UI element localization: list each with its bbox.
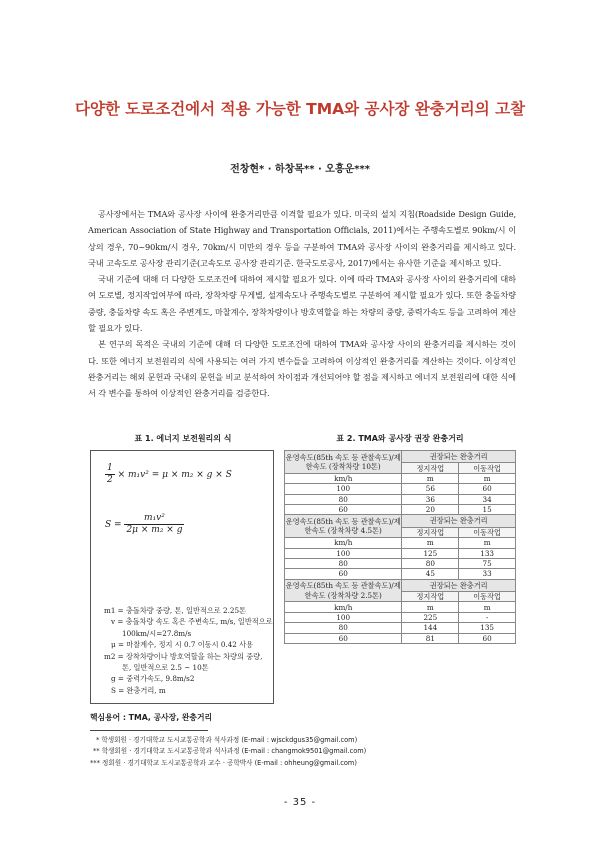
col-move-header: 이동작업 xyxy=(459,592,516,602)
buffer-distance-table xyxy=(284,450,516,644)
table-cell: 33 xyxy=(459,569,516,579)
table-row xyxy=(285,569,516,579)
table-cell: 100 xyxy=(285,484,402,494)
footnotes xyxy=(90,735,366,769)
table-cell: m xyxy=(459,602,516,612)
footnote: *** 정회원 · 경기대학교 도시교통공학과 교수 · 공학박사 (E-mail : ohheung@gmail.com) xyxy=(90,758,357,767)
block-header: 운영속도(85th 속도 등 관찰속도)/제한속도 (장착차량 10톤) xyxy=(285,451,402,474)
table-row xyxy=(285,612,516,622)
author-list: 전창현* · 하창목** · 오흥운*** xyxy=(230,164,370,175)
table-cell: km/h xyxy=(285,538,402,548)
table-cell: 34 xyxy=(459,494,516,504)
footnote: * 학생회원 · 경기대학교 도시교통공학과 석사과정 (E-mail : wjsckdgus35@gmail.com) xyxy=(96,736,358,744)
table-cell: m xyxy=(402,473,459,483)
table-row xyxy=(285,494,516,504)
block-header: 운영속도(85th 속도 등 관찰속도)/제한속도 (장착차량 4.5톤) xyxy=(285,515,402,538)
table-cell: 100 xyxy=(285,612,402,622)
energy-equation: $\frac{1}{2}$ × m₁v² = μ × m₂ × g × S xyxy=(107,463,232,485)
table-cell: km/h xyxy=(285,473,402,483)
table-row xyxy=(285,484,516,494)
definition-line: m2 = 장착차량이나 방호역할을 하는 차량의 중량, xyxy=(104,651,263,661)
footnote-divider xyxy=(90,730,208,731)
table-cell: 80 xyxy=(402,558,459,568)
paragraph: 공사장에서는 TMA와 공사장 사이에 완충거리만큼 이격할 필요가 있다. 미국의 설치 지침(Roadside Design Guide, American Association of State Highway and Transportation Officials, 2011)에서는 주행속도별로 90km/시 이상의 경우, 70~90km/시 경우, 70km/시 미만의 경우 등을 구분하여 TMA와 공사장 사이의 완충거리를 제시하고 있다. 국내 고속도로 공사장 관리기준(고속도로 공사장 관리기준. 한국도로공사, 2017)에서는 유사한 기준을 제시하고 있다. xyxy=(88,209,516,268)
col-group-header: 권장되는 완충거리 xyxy=(402,451,516,463)
definition-line: S = 완충거리, m xyxy=(111,685,166,695)
table-cell: 75 xyxy=(459,558,516,568)
block-header: 운영속도(85th 속도 등 관찰속도)/제한속도 (장착차량 2.5톤) xyxy=(285,579,402,602)
body-text xyxy=(88,206,516,402)
table-cell: 100 xyxy=(285,548,402,558)
table-row xyxy=(285,633,516,643)
col-move-header: 이동작업 xyxy=(459,527,516,537)
table1-box xyxy=(90,450,274,704)
paragraph: 국내 기준에 대해 더 다양한 도로조건에 대하여 제시할 필요가 있다. 이에 따라 TMA와 공사장 사이의 완충거리에 대하여 도로별, 정지작업여부에 따라, 장착차량 무게별, 설계속도나 주행속도별로 구분하여 제시할 필요가 있다. 또한 충돌차량 중량, 충돌차량 속도 혹은 주변계도, 마찰계수, 장착차량이나 방호역할을 하는 차량의 중량, 중력가속도 등을 고려하여 계산할 필요가 있다. xyxy=(88,274,516,334)
page-number: - 35 - xyxy=(283,797,317,808)
table-cell: 60 xyxy=(285,569,402,579)
table-cell: m xyxy=(459,538,516,548)
unit-row xyxy=(285,602,516,612)
table-row xyxy=(285,504,516,514)
table-cell: 133 xyxy=(459,548,516,558)
distance-equation: S = $\frac{\text{m₁v²}}{\text{2μ × m₂ × g}}$ xyxy=(105,513,183,535)
unit-row xyxy=(285,473,516,483)
table-cell: - xyxy=(459,612,516,622)
table-cell: 60 xyxy=(459,633,516,643)
table-cell: 20 xyxy=(402,504,459,514)
definition-line: g = 중력가속도, 9.8m/s2 xyxy=(111,674,195,684)
col-stop-header: 정지작업 xyxy=(402,592,459,602)
distance-fraction: $\frac{\text{m₁v²}}{\text{2μ × m₂ × g}}$ xyxy=(126,513,183,535)
table-cell: km/h xyxy=(285,602,402,612)
table-row xyxy=(285,548,516,558)
definition-line: m1 = 충돌차량 중량, 톤, 일반적으로 2.25톤 xyxy=(104,606,246,615)
keywords: 핵심용어 : TMA, 공사장, 완충거리 xyxy=(90,713,213,722)
definition-line: μ = 마찰계수, 정지 시 0.7 이동시 0.42 사용 xyxy=(111,640,254,650)
table1-caption: 표 1. 에너지 보전원리의 식 xyxy=(134,434,232,443)
paragraph: 본 연구의 목적은 국내의 기준에 대해 더 다양한 도로조건에 대하여 TMA와 공사장 사이의 완충거리를 제시하는 것이다. 또한 에너지 보전원리의 식에 사용되는 여러 가지 변수들을 고려하여 이상적인 완충거리를 계산하는 것이다. 이상적인 완충거리는 해외 문헌과 국내의 문헌을 비교 분석하여 차이점과 개선되어야 할 점을 제시하고 에너지 보전원리에 대한 식에서 각 변수를 통하여 이상적인 완충거리를 검증한다. xyxy=(88,339,516,399)
table-cell: 15 xyxy=(459,504,516,514)
table-row xyxy=(285,623,516,633)
table-cell: m xyxy=(402,602,459,612)
half-fraction: $\frac{1}{2}$ xyxy=(107,463,113,485)
table-cell: 80 xyxy=(285,558,402,568)
table-cell: 81 xyxy=(402,633,459,643)
variable-definitions xyxy=(104,605,273,696)
footnote: ** 학생회원 · 경기대학교 도시교통공학과 석사과정 (E-mail : changmok9501@gmail.com) xyxy=(93,747,367,756)
table-cell: 125 xyxy=(402,548,459,558)
col-group-header: 권장되는 완충거리 xyxy=(402,579,516,591)
paper-title: 다양한 도로조건에서 적용 가능한 TMA와 공사장 완충거리의 고찰 xyxy=(74,100,526,118)
col-stop-header: 정지작업 xyxy=(402,463,459,473)
table-cell: 60 xyxy=(459,484,516,494)
table-cell: 60 xyxy=(285,633,402,643)
table2-caption: 표 2. TMA와 공사장 권장 완충거리 xyxy=(336,434,464,443)
table-cell: m xyxy=(459,473,516,483)
table-cell: 36 xyxy=(402,494,459,504)
table-cell: 60 xyxy=(285,504,402,514)
definition-line: 톤, 일반적으로 2.5 ~ 10톤 xyxy=(122,663,209,673)
table-cell: 56 xyxy=(402,484,459,494)
definition-line: v = 충돌차량 속도 혹은 주변속도, m/s, 일반적으로 xyxy=(111,617,273,627)
col-group-header: 권장되는 완충거리 xyxy=(402,515,516,527)
definition-line: 100km/시=27.8m/s xyxy=(122,628,192,638)
table-row xyxy=(285,558,516,568)
table-cell: 80 xyxy=(285,494,402,504)
table-cell: m xyxy=(402,538,459,548)
table-cell: 144 xyxy=(402,623,459,633)
table-cell: 80 xyxy=(285,623,402,633)
table-cell: 225 xyxy=(402,612,459,622)
table-cell: 45 xyxy=(402,569,459,579)
table-cell: 135 xyxy=(459,623,516,633)
unit-row xyxy=(285,538,516,548)
col-move-header: 이동작업 xyxy=(459,463,516,473)
col-stop-header: 정지작업 xyxy=(402,527,459,537)
